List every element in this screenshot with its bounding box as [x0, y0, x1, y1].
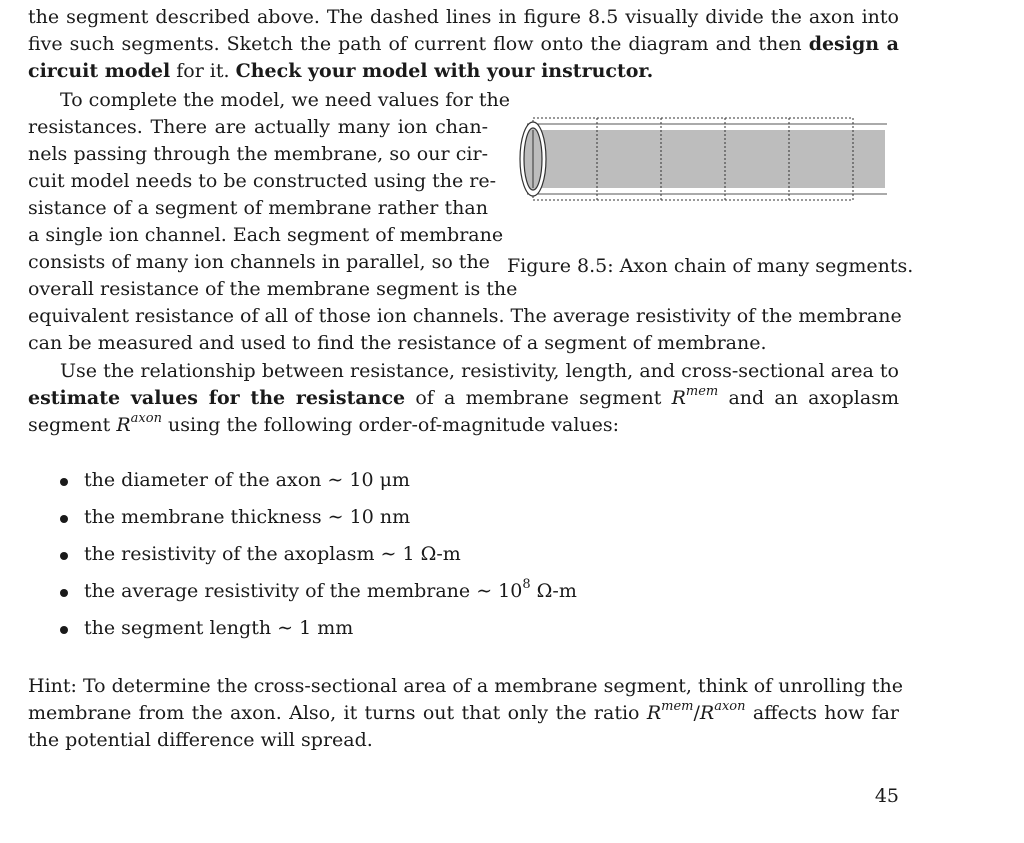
hint-line2 — [28, 700, 899, 727]
axon-body — [533, 130, 885, 188]
values-list — [58, 462, 577, 647]
para3-line3 — [28, 412, 619, 439]
hint-line2-text: membrane from the axon. Also, it turns out that only the ratio — [28, 702, 640, 724]
r-mem-symbol: R — [646, 702, 662, 724]
para2-line: equivalent resistance of all of those ion channels. The average resistivity of the membrane — [28, 305, 902, 327]
para2-line: can be measured and used to find the resistance of a segment of membrane. — [28, 332, 767, 354]
para2-line: sistance of a segment of membrane rather than — [28, 197, 488, 219]
r-axon-symbol: R — [116, 414, 131, 436]
para3-line3-end: using the following order-of-magnitude values: — [167, 414, 620, 436]
figure-caption: Figure 8.5: Axon chain of many segments. — [507, 255, 914, 277]
hint-line1: Hint: To determine the cross-sectional area of a membrane segment, think of unrolling the — [28, 675, 903, 697]
para2-line: resistances. There are actually many ion chan- — [28, 116, 488, 138]
hint-line2-end: affects how far — [752, 702, 899, 724]
r-axon-superscript: axon — [130, 411, 162, 426]
para3-line1: Use the relationship between resistance, resistivity, length, and cross-sectional area to — [60, 360, 899, 382]
list-item-text: the average resistivity of the membrane ∼ 10 — [84, 580, 523, 602]
r-mem-symbol: R — [671, 387, 686, 409]
para1-bold-circuit: circuit model — [28, 60, 171, 82]
para2-line: overall resistance of the membrane segment is the — [28, 278, 518, 300]
list-item: the membrane thickness ∼ 10 nm — [58, 499, 577, 536]
ratio-slash: / — [693, 702, 700, 724]
para3-line3-start: segment — [28, 414, 111, 436]
unit: Ω-m — [536, 580, 577, 602]
r-mem-superscript: mem — [661, 699, 694, 714]
para3-line2 — [28, 385, 899, 412]
exponent: 8 — [522, 577, 531, 592]
para2-line: consists of many ion channels in parallel, so the — [28, 251, 490, 273]
hint-line3: the potential difference will spread. — [28, 729, 373, 751]
axon-figure — [507, 112, 914, 282]
r-mem-superscript: mem — [685, 384, 719, 399]
para2-line: nels passing through the membrane, so our cir- — [28, 143, 488, 165]
page-number: 45 — [874, 785, 899, 807]
list-item: the segment length ∼ 1 mm — [58, 610, 577, 647]
para1-line3 — [28, 58, 653, 85]
para1-bold-check: Check your model with your instructor. — [235, 60, 654, 82]
ratio-expression — [646, 699, 746, 724]
para2-line: To complete the model, we need values for the — [60, 89, 510, 111]
para1-line2-text: five such segments. Sketch the path of current flow onto the diagram and then — [28, 33, 802, 55]
para1-line3-text: for it. — [176, 60, 230, 82]
para3-bold-estimate: estimate values for the resistance — [28, 387, 406, 409]
para1-bold-design: design a — [808, 33, 899, 55]
para1-line1: the segment described above. The dashed lines in figure 8.5 visually divide the axon into — [28, 6, 899, 28]
list-item: the resistivity of the axoplasm ∼ 1 Ω-m — [58, 536, 577, 573]
para2-line: cuit model needs to be constructed using the re- — [28, 170, 496, 192]
axon-diagram — [507, 112, 899, 207]
para2-line: a single ion channel. Each segment of membrane — [28, 224, 504, 246]
r-axon-superscript: axon — [714, 699, 746, 714]
para3-line2-text: of a membrane segment — [415, 387, 662, 409]
list-item — [58, 573, 577, 610]
list-item: the diameter of the axon ∼ 10 μm — [58, 462, 577, 499]
para1-line2 — [28, 31, 899, 58]
r-axon-symbol: R — [699, 702, 715, 724]
para3-line2-end: and an axoplasm — [728, 387, 899, 409]
